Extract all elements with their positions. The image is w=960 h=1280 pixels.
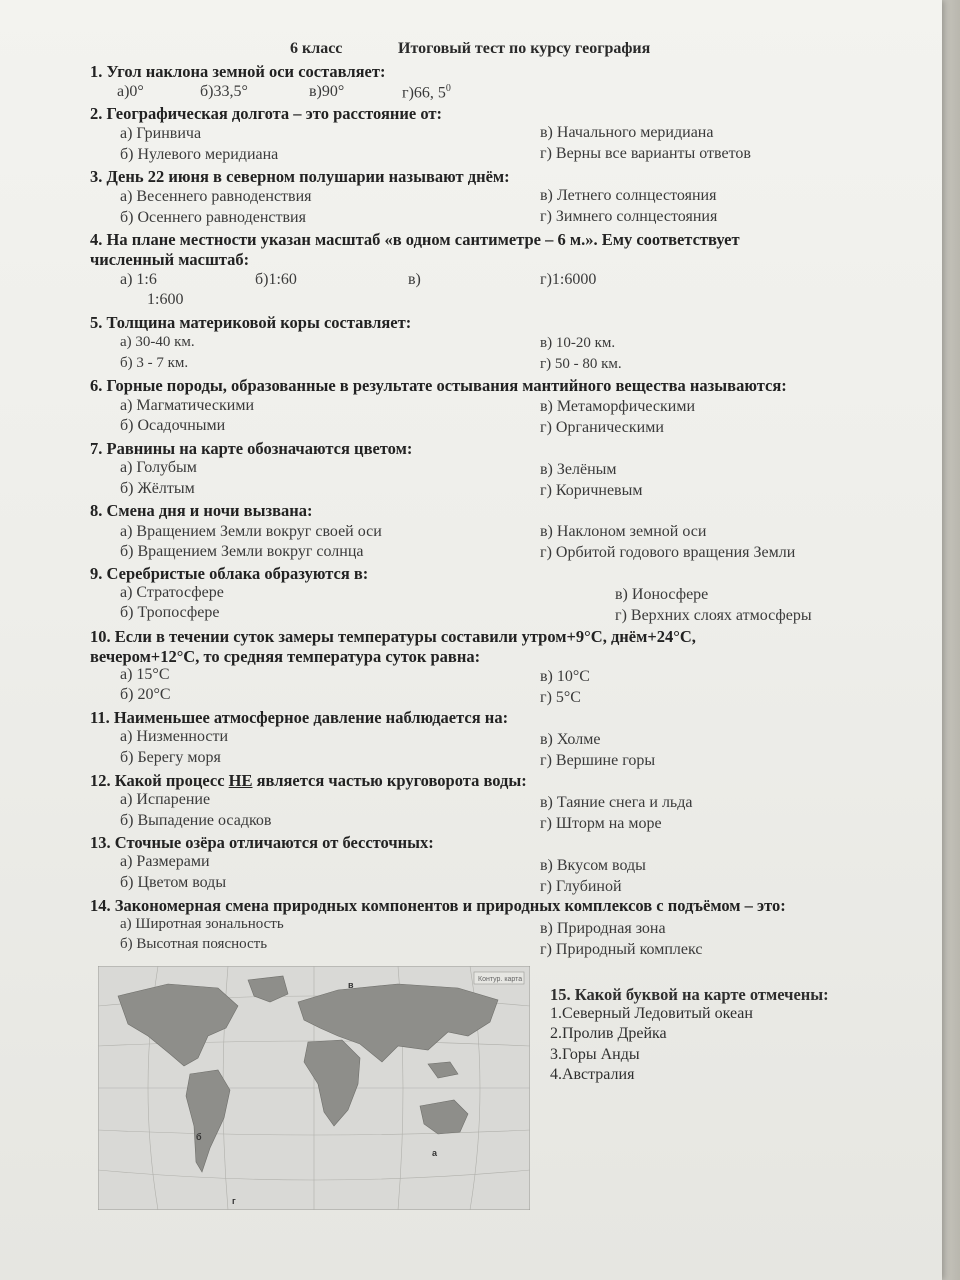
question-10: 10. Если в течении суток замеры температуры составили утром+9°С, днём+24°С, (90, 627, 696, 646)
q6-option-c: в) Метаморфическими (540, 398, 696, 415)
question-1: 1. Угол наклона земной оси составляет: (90, 62, 386, 81)
q13-option-b: б) Цветом воды (120, 874, 227, 891)
q13-option-a: а) Размерами (120, 853, 210, 870)
q3-option-c: в) Летнего солнцестояния (540, 187, 717, 204)
q7-option-c: в) Зелёным (540, 461, 617, 478)
q8-option-c: в) Наклоном земной оси (540, 523, 707, 540)
q2-option-b: б) Нулевого меридиана (120, 146, 279, 163)
world-outline-map (98, 966, 530, 1210)
question-11: 11. Наименьшее атмосферное давление наблюдается на: (90, 708, 509, 727)
question-9: 9. Серебристые облака образуются в: (90, 564, 369, 583)
q9-option-a: а) Стратосфере (120, 584, 224, 601)
q14-option-d: г) Природный комплекс (540, 941, 703, 958)
q15-item-4: 4.Австралия (550, 1066, 635, 1083)
q9-option-c: в) Ионосфере (615, 586, 709, 603)
q13-option-d: г) Глубиной (540, 878, 622, 895)
q5-option-a: а) 30-40 км. (120, 334, 195, 350)
q14-option-c: в) Природная зона (540, 920, 666, 937)
question-14: 14. Закономерная смена природных компонентов и природных комплексов с подъёмом – это: (90, 896, 786, 915)
q14-option-a: а) Широтная зональность (120, 916, 284, 932)
q10-option-a: а) 15°С (120, 666, 170, 683)
q5-option-d: г) 50 - 80 км. (540, 356, 622, 372)
question-7: 7. Равнины на карте обозначаются цветом: (90, 439, 413, 458)
map-letter-b: б (196, 1132, 202, 1142)
q11-option-c: в) Холме (540, 731, 601, 748)
question-12: 12. Какой процесс НЕ является частью круговорота воды: (90, 771, 527, 790)
grade-label: 6 класс (290, 40, 343, 57)
q7-option-a: а) Голубым (120, 459, 197, 476)
q10-option-c: в) 10°С (540, 668, 590, 685)
q14-option-b: б) Высотная поясность (120, 936, 268, 952)
question-2: 2. Географическая долгота – это расстояние от: (90, 104, 442, 123)
q12-option-c: в) Таяние снега и льда (540, 794, 693, 811)
q6-option-d: г) Органическими (540, 419, 664, 436)
q11-option-b: б) Берегу моря (120, 749, 221, 766)
map-letter-a: а (432, 1148, 438, 1158)
question-6: 6. Горные породы, образованные в результате остывания мантийного вещества называются: (90, 376, 787, 395)
q1-option-b: б)33,5° (200, 83, 248, 100)
q4-option-c-value: 1:600 (147, 291, 184, 308)
q1-option-d: г)66, $5^0$ (402, 83, 451, 102)
q15-item-3: 3.Горы Анды (550, 1046, 640, 1063)
question-5: 5. Толщина материковой коры составляет: (90, 313, 412, 332)
q1-option-a: а)0° (117, 83, 144, 100)
map-letter-g: г (232, 1196, 236, 1206)
q1-option-c: в)90° (309, 83, 345, 100)
q3-option-a: а) Весеннего равноденствия (120, 188, 312, 205)
q13-option-c: в) Вкусом воды (540, 857, 646, 874)
question-4: 4. На плане местности указан масштаб «в одном сантиметре – 6 м.». Ему соответствует (90, 230, 740, 249)
q5-option-c: в) 10-20 км. (540, 335, 616, 351)
question-13: 13. Сточные озёра отличаются от бессточных: (90, 833, 434, 852)
q10-option-d: г) 5°С (540, 689, 581, 706)
question-8: 8. Смена дня и ночи вызвана: (90, 501, 313, 520)
q4-option-d: г)1:6000 (540, 271, 597, 288)
q12-option-a: а) Испарение (120, 791, 211, 808)
q2-option-d: г) Верны все варианты ответов (540, 145, 751, 162)
question-15: 15. Какой буквой на карте отмечены: (550, 985, 829, 1004)
question-10-line-2: вечером+12°С, то средняя температура суток равна: (90, 647, 481, 666)
q3-option-b: б) Осеннего равноденствия (120, 209, 306, 226)
q2-option-c: в) Начального меридиана (540, 124, 714, 141)
q11-option-a: а) Низменности (120, 728, 229, 745)
q12-option-d: г) Шторм на море (540, 815, 662, 832)
page-title: Итоговый тест по курсу география (398, 40, 651, 57)
q5-option-b: б) 3 - 7 км. (120, 355, 189, 371)
q8-option-b: б) Вращением Земли вокруг солнца (120, 543, 364, 560)
q2-option-a: а) Гринвича (120, 125, 202, 142)
q10-option-b: б) 20°С (120, 686, 171, 703)
q9-option-d: г) Верхних слоях атмосферы (615, 607, 812, 624)
q15-item-2: 2.Пролив Дрейка (550, 1025, 667, 1042)
map-corner-label: Контур. карта (478, 976, 523, 983)
question-4-line-2: численный масштаб: (90, 250, 250, 269)
q7-option-b: б) Жёлтым (120, 480, 195, 497)
q6-option-a: а) Магматическими (120, 397, 255, 414)
q4-option-c: в) (408, 271, 421, 288)
q7-option-d: г) Коричневым (540, 482, 643, 499)
q4-option-a: а) 1:6 (120, 271, 157, 288)
q3-option-d: г) Зимнего солнцестояния (540, 208, 718, 225)
q8-option-a: а) Вращением Земли вокруг своей оси (120, 523, 382, 540)
question-3: 3. День 22 июня в северном полушарии называют днём: (90, 167, 510, 186)
q12-option-b: б) Выпадение осадков (120, 812, 272, 829)
q15-item-1: 1.Северный Ледовитый океан (550, 1005, 753, 1022)
q4-option-b: б)1:60 (255, 271, 297, 288)
map-letter-v: в (348, 980, 354, 990)
q9-option-b: б) Тропосфере (120, 604, 220, 621)
q11-option-d: г) Вершине горы (540, 752, 656, 769)
q8-option-d: г) Орбитой годового вращения Земли (540, 544, 796, 561)
q6-option-b: б) Осадочными (120, 417, 226, 434)
